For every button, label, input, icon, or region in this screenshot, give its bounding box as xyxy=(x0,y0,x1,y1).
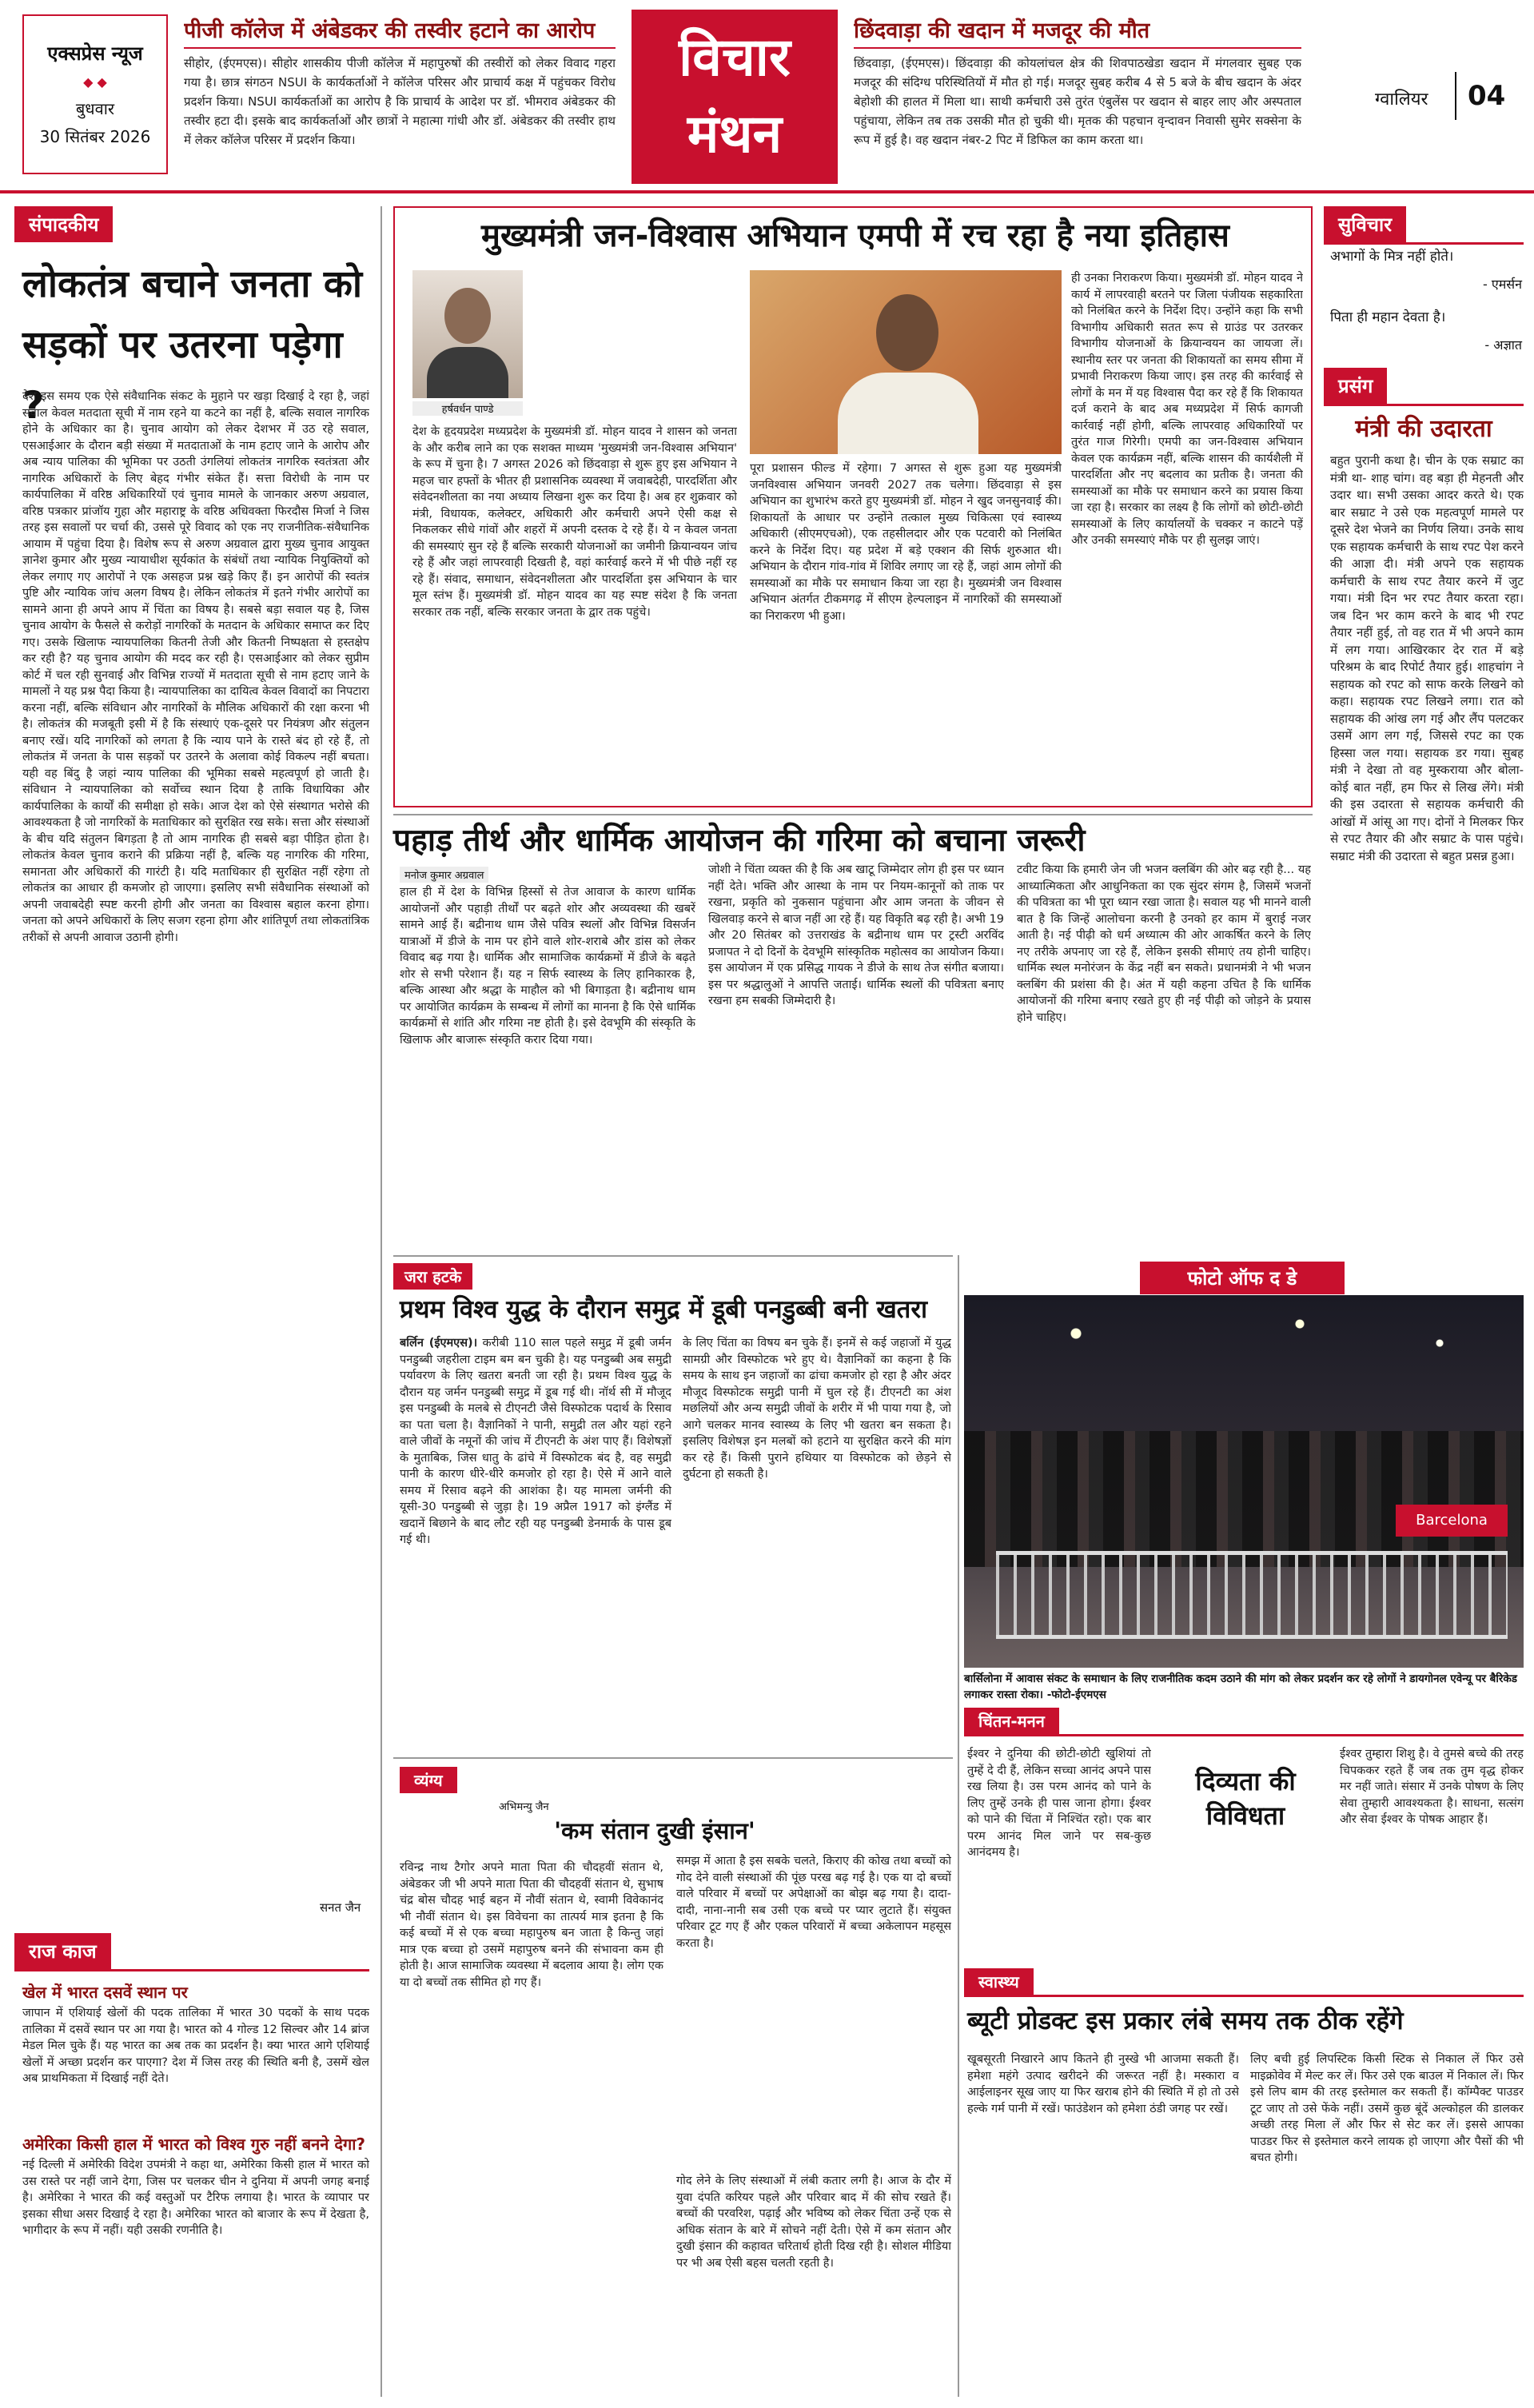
vyang-author: अभिमन्यु जैन xyxy=(499,1801,549,1813)
left-brief-body: सीहोर, (ईएमएस)। सीहोर शासकीय पीजी कॉलेज में महापुरुषों की तस्वीरों को लेकर विवाद गहरा गया है। छात्र संगठन NSUI के कार्यकर्ताओं ने कॉलेज परिसर और प्राचार्य कक्ष में पहुंचकर विरोध प्रदर्शन किया। NSUI कार्यकर्ताओं का आरोप है कि प्राचार्य के आदेश पर डॉ. भीमराव अंबेडकर की तस्वीर हटा दी। इसके बाद कार्यकर्ताओं और छात्रों ने महात्मा गांधी और डॉ. अंबेडकर की तस्वीर हाथ में लेकर कॉलेज परिसर में प्रदर्शन किया। xyxy=(184,56,616,147)
swasthya-headline: ब्यूटी प्रोडक्ट इस प्रकार लंबे समय तक ठीक रहेंगे xyxy=(967,2007,1404,2035)
suvichar-attr-1: - एमर्सन xyxy=(1483,277,1522,292)
col-rule-2 xyxy=(958,1255,959,2397)
barcelona-sign xyxy=(1396,1505,1508,1537)
rajkaj-item2-body: नई दिल्ली में अमेरिकी विदेश उपमंत्री ने कहा था, अमेरिका किसी हाल में भारत को उस रास्ते पर नहीं जाने देगा, जिस पर चलकर चीन ने दुनिया में अपनी जगह बनाई है। अमेरिका ने भारत की कई वस्तुओं पर टैरिफ लगाया है। भारत के व्यापार पर इसका सीधा असर दिखाई दे रहा है। अमेरिका भारत को बाजार के रूप में देखता है, भागीदार के रूप में नहीं। यही उसकी रणनीति है। xyxy=(22,2159,369,2237)
pahad-body-3: टवीट किया कि हमारी जेन जी भजन क्लबिंग की ओर बढ़ रही है... यह आध्यात्मिकता और आधुनिकता का एक सुंदर संगम है, जिसमें भजनों की पवित्रता का भी पूरा ध्यान रखा जाता है। सवाल यह भी मानने वाली बात है कि जिन्हें आलोचना करनी है उनको हर काम में बुराई नजर आती है। नई पीढ़ी को धर्म अध्यात्म की ओर आकर्षित करने के लिए नए तरीके अपनाए जा रहे हैं, लेकिन इसकी सीमाएं तय होनी चाहिए। धार्मिक स्थल मनोरंजन के केंद्र नहीं बन सकते। प्रधानमंत्री ने भी भजन क्लबिंग की प्रशंसा की है। अंत में यही कहना उचित है कि धार्मिक आयोजनों की गरिमा बनाए रखते हुए ही नई पीढ़ी को जोड़ने के प्रयास होने चाहिए। xyxy=(1017,863,1311,1024)
rajkaj-section-label: राज काज xyxy=(14,1933,111,1969)
photoday-tab xyxy=(962,1262,1522,1294)
swasthya-tab xyxy=(964,1968,1524,1997)
vyang-tab xyxy=(400,1767,457,1793)
photoday-image xyxy=(964,1295,1524,1668)
right-brief-title: छिंदवाड़ा की खदान में मजदूर की मौत xyxy=(854,14,1301,49)
jarahatke-tab xyxy=(393,1263,472,1290)
city-label: ग्वालियर xyxy=(1375,90,1428,110)
pahad-rule xyxy=(393,814,1313,815)
jarahatke-body-1 xyxy=(400,1335,671,1751)
page-number: 04 xyxy=(1468,80,1506,112)
lead-author: हर्षवर्धन पाण्डे xyxy=(412,401,523,416)
jarahatke-body-1-text: करीबी 110 साल पहले समुद्र में डूबी जर्मन पनडुब्बी जहरीला टाइम बम बन चुकी है। यह पनडुब्बी अब समुद्री पर्यावरण के लिए खतरा बनती जा रही है। प्रथम विश्व युद्ध के दौरान यह जर्मन पनडुब्बी समुद्र में डूब गई थी। नॉर्थ सी में मौजूद इस पनडुब्बी के मलबे से टीएनटी जैसे विस्फोटक पदार्थ के रिसाव का पता चला है। वैज्ञानिकों ने पानी, समुद्री तल और यहां रहने वाले जीवों के नमूनों की जांच में टीएनटी के अंश पाए हैं। विशेषज्ञों के मुताबिक, जिस धातु के ढांचे में विस्फोटक बंद है, वह समुद्री पानी के कारण धीरे-धीरे कमजोर हो रहा है। ऐसे में आने वाले समय में रिसाव बढ़ने की आशंका है। यह मामला जर्मनी की यूसी-30 पनडुब्बी से जुड़ा है। 19 अप्रैल 1917 को इंग्लैंड में खदानें बिछाने के बाद लौट रही यह पनडुब्बी डेनमार्क के पास डूब गई थी। xyxy=(400,1337,671,1546)
col-rule-1 xyxy=(381,206,382,2397)
rajkaj-tab xyxy=(14,1933,369,1971)
section-title-line1: विचार xyxy=(679,26,791,88)
photoday-caption xyxy=(964,1671,1524,1703)
chintan-headline: दिव्यता की विविधता xyxy=(1195,1766,1296,1831)
vyang-rule xyxy=(393,1757,953,1759)
rajkaj-item1-body: जापान में एशियाई खेलों की पदक तालिका में भारत 30 पदकों के साथ पदक तालिका में दसवें स्थान पर आ गया है। भारत को 4 गोल्ड 12 सिल्वर और 14 ब्रांज मेडल मिल चुके हैं। यह भारत का अब तक का प्रदर्शन है। क्या भारत आगे एशियाई खेलों में अच्छा प्रदर्शन कर पाएगा? देश में जिस तरह की स्थिति बनी है, उसमें खेल अब प्राथमिकता में दिखाई नहीं देते। xyxy=(22,2007,369,2085)
vyang-section-label: व्यंग्य xyxy=(400,1767,457,1793)
lead-body-3: ही उनका निराकरण किया। मुख्यमंत्री डॉ. मोहन यादव ने कार्य में लापरवाही बरतने पर जिला पंजीयक सहकारिता को निलंबित करने के निर्देश दिए। उन्होंने कहा कि सभी विभागीय अधिकारी सतत रूप से ग्राउंड पर उतरकर विभागीय योजनाओं के क्रियान्वयन का जायजा लें। स्थानीय स्तर पर जनता की शिकायतों का समय सीमा में प्रभावी निराकरण किया जाए। इस तरह की कार्रवाई से लोगों के मन में यह विश्वास पैदा कर रहे हैं कि शिकायत दर्ज कराने के बाद अब मध्यप्रदेश में सिर्फ कागजी कार्रवाई नहीं होगी, बल्कि लापरवाह अधिकारियों पर तुरंत गाज गिरेगी। एमपी का जन-विश्वास अभियान केवल एक कार्यक्रम नहीं, बल्कि शासन की कार्यशैली में पारदर्शिता और नए बदलाव का प्रतीक है। जनता की समस्याओं का मौके पर समाधान करने का प्रयास किया जा रहा है। सरकार का लक्ष्य है कि लोगों को छोटी-छोटी समस्याओं के लिए कार्यालयों के चक्कर न काटने पड़ें और उनकी समस्याएं मौके पर ही सुलझ जाएं। xyxy=(1071,272,1303,547)
masthead xyxy=(0,0,1534,192)
jarahatke-rule xyxy=(393,1255,953,1257)
date-label: 30 सितंबर 2026 xyxy=(39,127,151,146)
left-brief xyxy=(184,14,616,182)
crowd-shape xyxy=(964,1431,1524,1567)
jarahatke-body-2: के लिए चिंता का विषय बन चुके हैं। इनमें से कई जहाजों में युद्ध सामग्री और विस्फोटक भरे हुए थे। वैज्ञानिकों का कहना है कि समय के साथ इन जहाजों का ढांचा कमजोर हो रहा है और अंदर मौजूद विस्फोटक समुद्री पानी में घुल रहे हैं। टीएनटी का अंश मछलियों और अन्य समुद्री जीवों के शरीर में भी पाया गया है, जो आगे चलकर मानव स्वास्थ्य के लिए भी खतरा बन सकता है। इसलिए विशेषज्ञ इन मलबों को हटाने या सुरक्षित करने की मांग कर रहे हैं। किसी पुराने हथियार या विस्फोटक को छेड़ने से दुर्घटना हो सकती है। xyxy=(683,1337,951,1481)
editorial-author: सनत जैन xyxy=(320,1900,361,1915)
chintan-body-1: ईश्वर ने दुनिया की छोटी-छोटी खुशियां तो तुम्हें दे दी हैं, लेकिन सच्चा आनंद अपने पास रख लिया है। उस परम आनंद को पाने के लिए तुम्हें उनके ही पास जाना होगा। ईश्वर को पाने की चिंता में निश्चिंत रहो। एक बार परम आनंद मिल जाने पर सब-कुछ आनंदमय है। xyxy=(967,1748,1151,1859)
editorial-headline: लोकतंत्र बचाने जनता को सड़कों पर उतरना पड़ेगा ? xyxy=(22,262,363,428)
author-head-shape xyxy=(444,288,491,344)
left-brief-title: पीजी कॉलेज में अंबेडकर की तस्वीर हटाने का आरोप xyxy=(184,14,616,49)
suvichar-tab xyxy=(1324,206,1524,245)
editorial-tab xyxy=(14,206,113,242)
suvichar-attr-2: - अज्ञात xyxy=(1484,337,1522,353)
pahad-author: मनोज कुमार अग्रवाल xyxy=(400,867,488,883)
author-photo xyxy=(412,270,523,398)
prasang-tab xyxy=(1324,368,1524,406)
jarahatke-headline: प्रथम विश्व युद्ध के दौरान समुद्र में डूबी पनडुब्बी बनी खतरा xyxy=(400,1295,928,1324)
suvichar-quote-1: अभागों के मित्र नहीं होते। xyxy=(1330,249,1454,265)
lead-headline: मुख्यमंत्री जन-विश्वास अभियान एमपी में रच रहा है नया इतिहास xyxy=(481,217,1229,254)
photoday-section-label: फोटो ऑफ द डे xyxy=(1140,1262,1345,1294)
chintan-section-label: चिंतन-मनन xyxy=(964,1708,1059,1734)
swasthya-body-2 xyxy=(1250,2051,1524,2389)
cm-head-shape xyxy=(876,294,938,371)
suvichar-quote-2: पिता ही महान देवता है। xyxy=(1330,309,1446,325)
jarahatke-section-label: जरा हटके xyxy=(393,1263,472,1290)
section-title-box xyxy=(632,10,838,184)
author-body-shape xyxy=(427,347,508,398)
pahad-headline: पहाड़ तीर्थ और धार्मिक आयोजन की गरिमा को बचाना जरूरी xyxy=(393,823,1086,859)
lead-body-1-top xyxy=(532,270,737,422)
chintan-body-2: ईश्वर तुम्हारा शिशु है। वे तुमसे बच्चे की तरह चिपककर रहते हैं जब तक तुम वृद्ध होकर मर नहीं जाते। संसार में उनके पोषण के लिए सेवा तुम्हारी आवश्यकता है। साधना, सत्संग और सेवा ईश्वर के पोषक आहार हैं। xyxy=(1340,1748,1524,1826)
swasthya-body-2-text: लिए बची हुई लिपस्टिक किसी स्टिक से निकाल लें फिर उसे माइक्रोवेव में मेल्ट कर लें। फिर उसे एक बाउल में निकाल लें। फिर इसे लिप बाम की तरह इस्तेमाल कर सकती हैं। xyxy=(1250,2053,1524,2099)
prasang-headline: मंत्री की उदारता xyxy=(1355,415,1492,443)
right-brief xyxy=(854,14,1301,182)
rajkaj-item1-title: खेल में भारत दसवें स्थान पर xyxy=(22,1983,188,2002)
photoday-credit: -फोटो-ईएमएस xyxy=(1046,1688,1106,1701)
day-label: बुधवार xyxy=(75,99,115,118)
ornament-icon: ◆ ◆ xyxy=(83,74,107,90)
rajkaj-item2-title: अमेरिका किसी हाल में भारत को विश्व गुरु नहीं बनने देगा? xyxy=(22,2135,366,2154)
lights-shape xyxy=(964,1295,1524,1391)
lead-body-1: देश के हृदयप्रदेश मध्यप्रदेश के मुख्यमंत्री डॉ. मोहन यादव ने शासन को जनता के और करीब लाने का एक सशक्त माध्यम 'मुख्यमंत्री जन-विश्वास अभियान' के रूप में चुना है। 7 अगस्त 2026 को छिंदवाड़ा से शुरू हुए इस अभियान ने महज चार हफ्तों के भीतर ही प्रशासनिक व्यवस्था में जवाबदेही, पारदर्शिता और संवेदनशीलता का नया अध्याय लिखना शुरू कर दिया है। अब हर शुक्रवार को मंत्री, विधायक, कलेक्टर, अधिकारी और कर्मचारी अपने ऐसी कक्ष से निकलकर सीधे गांवों और शहरों में अपनी दस्तक दे रहे हैं। ये न केवल जनता की समस्याएं सुन रहे हैं बल्कि सरकारी योजनाओं का जमीनी क्रियान्वयन जांच रहे हैं और जहां लापरवाही दिखती है, वहां कार्रवाई करने में भी पीछे नहीं रह रहे हैं। संवाद, समाधान, संवेदनशीलता और पारदर्शिता इस अभियान के चार मूल स्तंभ हैं। मुख्यमंत्री डॉ. मोहन यादव का यह स्पष्ट संदेश है कि जनता सरकार तक नहीं, बल्कि सरकार जनता के द्वार तक पहुंचे। xyxy=(412,425,737,619)
prasang-body: बहुत पुरानी कथा है। चीन के एक सम्राट का मंत्री था- शाह चांग। वह बड़ा ही मेहनती और उदार था। सभी उसका आदर करते थे। एक बार सम्राट ने उसे एक महत्वपूर्ण मामले पर दूसरे देश भेजने का निर्णय लिया। उनके साथ एक सहायक कर्मचारी के साथ रपट पेश करने की आज्ञा दी। मंत्री अपने एक सहायक कर्मचारी के साथ रपट तैयार करने में जुट गया। मंत्री दिन भर रपट तैयार करता रहा। जब दिन भर काम करने के बाद भी रपट तैयार नहीं हुई, तो वह रात में भी अपने काम में लग गया। आखिरकार देर रात में बड़े परिश्रम के बाद रिपोर्ट तैयार हुई। शाहचांग ने सहायक को रपट को साफ करके लिखने को कहा। सहायक रपट लिखने लगा। रात को सहायक की आंख लग गई और लैंप पलटकर उसमें आग लग गई, जिससे रपट का एक हिस्सा जल गया। सहायक डर गया। सुबह मंत्री ने देखा तो वह मुस्कराया और बोला- कोई बात नहीं, हम फिर से लिख लेंगे। मंत्री की इस उदारता से सहायक कर्मचारी की आंखों में आंसू आ गए। दोनों ने मिलकर फिर से रपट तैयार की और सम्राट के पास पहुंचे। सम्राट मंत्री की उदारता से बहुत प्रसन्न हुआ। xyxy=(1330,453,1524,863)
cm-body-shape xyxy=(838,373,978,454)
section-title-line2: मंथन xyxy=(687,103,783,165)
pahad-body-1: हाल ही में देश के विभिन्न हिस्सों से तेज आवाज के कारण धार्मिक आयोजनों और पहाड़ी तीर्थों पर बढ़ते शोर और अव्यवस्था की खबरें सामने आई हैं। बद्रीनाथ धाम जैसे पवित्र स्थलों और विभिन्न विसर्जन यात्राओं में डीजे के नाम पर होने वाले शोर-शराबे और डांस को लेकर विवाद बढ़ गया है। धार्मिक और सामाजिक कार्यक्रमों में डीजे के बढ़ते शोर से सभी परेशान हैं। यह न सिर्फ स्वास्थ्य के लिए हानिकारक है, बल्कि आस्था और श्रद्धा के माहौल को भी बिगाड़ता है। बद्रीनाथ धाम पर आयोजित कार्यक्रम के सम्बन्ध में लोगों का मानना है कि ऐसे धार्मिक कार्यक्रमों से शांति और गरिमा नष्ट होती है। इसे देवभूमि की संस्कृति के खिलाफ और बाजारू संस्कृति करार दिया गया। xyxy=(400,886,695,1047)
swasthya-body-1: खूबसूरती निखारने आप कितने ही नुस्खे भी आजमा सकती हैं। हमेशा महंगे उत्पाद खरीदने की जरूरत नहीं है। मस्कारा व आईलाइनर सूख जाए या फिर खराब होने की स्थिति में हो तो उसे हल्के गर्म पानी में रखें। फाउंडेशन को हमेशा ठंडी जगह पर रखें। xyxy=(967,2053,1239,2115)
page-divider xyxy=(1455,72,1456,120)
barcelona-sign-text: Barcelona xyxy=(1416,1512,1488,1529)
swasthya-section-label: स्वास्थ्य xyxy=(964,1968,1034,1995)
editorial-section-label: संपादकीय xyxy=(14,206,113,242)
jarahatke-dateline: बर्लिन (ईएमएस)। xyxy=(400,1337,478,1350)
suvichar-section-label: सुविचार xyxy=(1324,206,1406,242)
vyang-body-3: गोद लेने के लिए संस्थाओं में लंबी कतार लगी है। आज के दौर में युवा दंपति करियर पहले और परिवार बाद में की सोच रखते हैं। बच्चों की परवरिश, पढ़ाई और भविष्य को लेकर चिंता उन्हें एक से अधिक संतान के बारे में सोचने नहीं देती। ऐसे में कम संतान और दुखी इंसान की कहावत चरितार्थ होती दिख रही है। सोशल मीडिया पर भी अब ऐसी बहस चलती रहती है। xyxy=(676,2175,951,2270)
cm-photo xyxy=(750,270,1062,454)
masthead-rule xyxy=(0,190,1534,193)
vyang-headline: 'कम संतान दुखी इंसान' xyxy=(554,1817,755,1844)
right-brief-body: छिंदवाड़ा, (ईएमएस)। छिंदवाड़ा की कोयलांचल क्षेत्र की शिवपाठखेडा खदान में मंगलवार सुबह एक मजदूर की संदिग्ध परिस्थितियों में मौत हो गई। मजदूर सुबह करीब 4 से 5 बजे के बीच खदान के अंदर बेहोशी की हालत में मिला था। साथी कर्मचारी उसे तुरंत एंबुलेंस पर खदान से बाहर लाए और अस्पताल पहुंचाया, लेकिन तब तक उसकी मौत हो चुकी थी। मृतक की पहचान वृन्दावन निवासी सुमेर सक्सेना के रूप में हुई है। वह खदान नंबर-2 पिट में डिफिल का काम करता था। xyxy=(854,56,1301,147)
barricade-shape xyxy=(996,1551,1508,1639)
lead-body-2: पूरा प्रशासन फील्ड में रहेगा। 7 अगस्त से शुरू हुआ यह मुख्यमंत्री जनविश्वास अभियान जनवरी 2027 तक चलेगा। छिंदवाड़ा से इस अभियान का शुभारंभ करते हुए मुख्यमंत्री डॉ. मोहन ने खुद जनसुनवाई की। शिकायतों के आधार पर उन्होंने तत्काल मुख्य चिकित्सा एवं स्वास्थ्य अधिकारी (सीएमएचओ), एक तहसीलदार और एक पटवारी को निलंबित करने के निर्देश दिए। यह प्रदेश में बड़े एक्शन की सिर्फ शुरुआत थी। अभियान के दौरान गांव-गांव में शिविर लगाए जा रहे हैं, जहां आम लोगों की समस्याओं का मौके पर समाधान किया जा रहा है। मुख्यमंत्री जन विश्वास अभियान अंतर्गत टीकमगढ़ में सीएम हेल्पलाइन में नागरिकों की समस्याओं का निराकरण भी हुआ। xyxy=(750,462,1062,623)
paper-name: एक्सप्रेस न्यूज xyxy=(47,42,143,65)
photoday-caption-text: बार्सिलोना में आवास संकट के समाधान के लिए राजनीतिक कदम उठाने की मांग को लेकर प्रदर्शन कर रहे लोगों ने डायगोनल एवेन्यू पर बैरिकेड लगाकर रास्ता रोका। xyxy=(964,1672,1517,1701)
vyang-body-2: समझ में आता है इस सबके चलते, किराए की कोख तथा बच्चों को गोद देने वाली संस्थाओं की पूंछ परख बढ़ गई है। एक या दो बच्चों वाले परिवार में बच्चों पर अपेक्षाओं का बोझ बढ़ गया है। दादा-दादी, नाना-नानी सब उसी एक बच्चे पर प्यार लुटाते हैं। संयुक्त परिवार टूट गए हैं और एकल परिवारों में बच्चा अकेलापन महसूस करता है। xyxy=(676,1855,951,1950)
chintan-tab xyxy=(964,1708,1524,1736)
paper-badge xyxy=(22,14,168,174)
pahad-body-2: जोशी ने चिंता व्यक्त की है कि अब खाटू जिम्मेदार लोग ही इस पर ध्यान नहीं देते। भक्ति और आस्था के नाम पर नियम-कानूनों को ताक पर रखना, प्रकृति को नुकसान पहुंचाना और आम जनता के जीवन से खिलवाड़ करने से बाज नहीं आ रहे हैं। यह विकृति बढ़ रही है। अभी 19 और 20 सितंबर को उत्तराखंड के बद्रीनाथ धाम पर ट्रस्टी अरविंद प्रजापत ने दो दिनों के देवभूमि सांस्कृतिक महोत्सव का आयोजन किया। इस आयोजन में एक प्रसिद्ध गायक ने डीजे के साथ तेज संगीत बजाया। इस पर श्रद्धालुओं ने आपत्ति जताई। धार्मिक स्थलों की पवित्रता बनाए रखना हम सबकी जिम्मेदारी है। xyxy=(708,863,1004,1007)
swasthya-body-3-text: कॉम्पैक्ट पाउडर टूट जाए तो उसे फेंके नहीं। उसमें कुछ बूंदें अल्कोहल की डालकर अच्छी तरह मिला लें और फिर से सेट कर लें। इससे आपका पाउडर फिर से इस्तेमाल करने लायक हो जाएगा और पैसों की भी बचत होगी। xyxy=(1250,2086,1524,2164)
editorial-body: देश इस समय एक ऐसे संवैधानिक संकट के मुहाने पर खड़ा दिखाई दे रहा है, जहां सवाल केवल मतदाता सूची में नाम रहने या कटने का नहीं है, बल्कि सवाल नागरिक होने के अधिकार का है। चुनाव आयोग को लेकर देशभर में उठ रहे सवाल, एसआईआर के दौरान बड़ी संख्या में मतदाताओं के नाम हटाए जाने के आरोप और अब न्याय पालिका की भूमिका पर उठती उंगलियां लोकतंत्र नागरिक स्वतंत्रता और नागरिक अधिकारों के लिए बेहद गंभीर संकेत हैं। सत्ता विरोधी के नाम पर कार्यपालिका में वरिष्ठ अधिकारियों एवं चुनाव मामले के जानकार अरुण अग्रवाल, वरिष्ठ पत्रकार प्रांजॉय गुहा और महाराष्ट्र के वरिष्ठ अधिवक्ता फिरदौस मिर्जा ने जिस तरह इस सवालों पर चर्चा की, उससे पूरे विवाद को एक नए राजनीतिक-संवैधानिक आयाम में पहुंचा दिया है। विशेष रूप से अरुण अग्रवाल द्वारा मुख्य चुनाव आयुक्त ज्ञानेश कुमार और मुख्य न्यायाधीश सूर्यकांत के संबंधों तथा न्यायिक नियुक्तियों को लेकर लगाए गए आरोपों ने एक असहज प्रश्न खड़े किए हैं। इन आरोपों की स्वतंत्र पुष्टि और न्यायिक जांच अलग विषय है। लेकिन लोकतंत्र में इतने गंभीर आरोपों का सामने आना ही अपने आप में चिंता का विषय है। सबसे बड़ा सवाल यह है, जिस चुनाव आयोग के फैसले से करोड़ों नागरिकों के मतदान के अधिकार समाप्त कर दिए गए। उसके खिलाफ न्यायपालिका कितनी तेजी और कितनी निष्पक्षता से हस्तक्षेप कर रही है? यह चुनाव आयोग की मदद कर रही है। एसआईआर को लेकर सुप्रीम कोर्ट में चल रही सुनवाई और विभिन्न राज्यों में मतदाता सूची से नाम हटाए जाने के मामलों ने यह प्रश्न पैदा किया है। न्यायपालिका का दायित्व केवल विवादों का निपटारा करना नहीं, बल्कि संविधान और नागरिकों के मौलिक अधिकारों की रक्षा करना भी है। लोकतंत्र की मजबूती इसी में है कि संस्थाएं एक-दूसरे पर नियंत्रण और संतुलन बनाए रखें। यदि नागरिकों को लगता है कि न्याय पाने के रास्ते बंद हो रहे हैं, तो लोकतंत्र में जनता के पास सड़कों पर उतरने के अलावा कोई विकल्प नहीं बचता। यही वह बिंदु है जहां न्याय पालिका की भूमिका सबसे महत्वपूर्ण हो जाती है। संविधान ने न्यायपालिका को सर्वोच्च स्थान दिया है ताकि विधायिका और कार्यपालिका के कार्यों की समीक्षा हो सके। आज देश को ऐसे संस्थागत भरोसे की आवश्यकता है जो नागरिकों के मताधिकार को सुरक्षित रख सके। सत्ता और संस्थाओं के बीच यदि संतुलन बिगड़ता है तो आम नागरिक ही सबसे बड़ा पीड़ित होता है। लोकतंत्र केवल चुनाव कराने की प्रक्रिया नहीं है, बल्कि यह नागरिक की गरिमा, समानता और अधिकारों की गारंटी है। यदि मताधिकार ही सुरक्षित नहीं रहेगा तो लोकतंत्र का आधार ही कमजोर हो जाएगा। इसलिए सभी संवैधानिक संस्थाओं को अपनी जवाबदेही स्पष्ट करनी होगी और जनता का विश्वास बहाल करना होगा। जनता को अपने अधिकारों के लिए सजग रहना होगा और शांतिपूर्ण तथा लोकतांत्रिक तरीकों से अपनी आवाज उठानी होगी। xyxy=(22,390,369,944)
vyang-body-1: रविन्द्र नाथ टैगोर अपने माता पिता की चौदहवीं संतान थे, अंबेडकर जी भी अपने माता पिता की चौदहवीं संतान थे, सुभाष चंद्र बोस चौदह भाई बहन में नौवीं संतान थे, स्वामी विवेकानंद भी नौवीं संतान थे। इस विवेचना का तात्पर्य मात्र इतना है कि कई बच्चों में से एक बच्चा महापुरुष बन जाता है किन्तु जहां मात्र एक बच्चा हो उसमें महापुरुष बनने की संभावना कम ही होती है। आज सामाजिक व्यवस्था में बदलाव आया है। लोग एक या दो बच्चों तक सीमित हो गए हैं। xyxy=(400,1861,663,1989)
prasang-section-label: प्रसंग xyxy=(1324,368,1387,404)
